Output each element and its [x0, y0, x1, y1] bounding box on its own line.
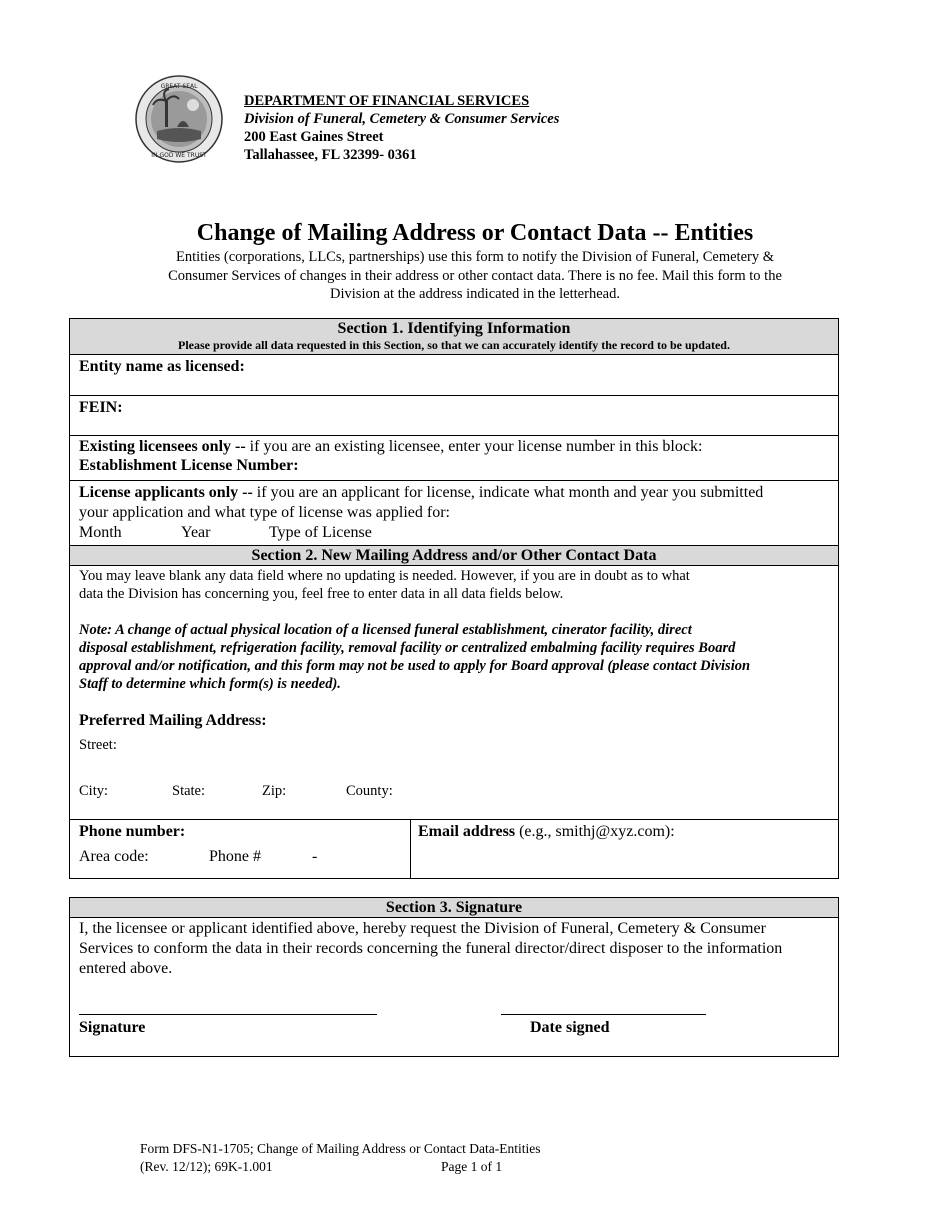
city-field[interactable]: City:: [79, 783, 109, 799]
entity-name-field[interactable]: [70, 355, 838, 396]
relocation-note: [79, 621, 750, 693]
city-address: Tallahassee, FL 32399- 0361: [244, 147, 417, 163]
county-field[interactable]: County:: [346, 783, 393, 799]
page-title: Change of Mailing Address or Contact Data -- Entities: [196, 220, 754, 246]
zip-field[interactable]: Zip:: [262, 783, 287, 799]
note-line: approval and/or notification, and this form may not be used to apply for Board approval (please contact Division: [79, 658, 751, 674]
phone-field[interactable]: Phone #: [209, 848, 261, 865]
signature-statement: [79, 919, 782, 979]
blank-instructions: data the Division has concerning you, feel free to enter data in all data fields below.: [79, 586, 564, 602]
area-code-field[interactable]: Area code:: [79, 848, 149, 865]
month-label: Month: [79, 524, 122, 541]
contact-row: [70, 820, 838, 878]
revision: (Rev. 12/12); 69K-1.001: [140, 1159, 273, 1174]
page-number: Page 1 of 1: [441, 1159, 503, 1174]
signature-label: Signature: [79, 1019, 146, 1036]
note-line: Staff to determine which form(s) is needed).: [79, 676, 341, 692]
section2-header: [70, 546, 838, 566]
fein-field[interactable]: [70, 396, 838, 436]
contact-divider: [410, 820, 411, 878]
form-id: Form DFS-N1-1705; Change of Mailing Address or Contact Data-Entities: [140, 1141, 541, 1156]
date-signed-label: Date signed: [530, 1019, 610, 1036]
intro-line: Entities (corporations, LLCs, partnerships) use this form to notify the Division of Funeral, Cemetery &: [175, 249, 775, 265]
statement-line: Services to conform the data in their records concerning the funeral director/direct disposer to the information: [79, 940, 783, 957]
section1-title: Section 1. Identifying Information: [337, 320, 571, 337]
section3-header: [70, 898, 838, 918]
state-seal-logo: [135, 75, 223, 163]
division-name: Division of Funeral, Cemetery & Consumer Services: [244, 111, 560, 127]
form-sections-1-2: [69, 318, 839, 879]
date-line[interactable]: [501, 1014, 706, 1015]
note-line: disposal establishment, refrigeration facility, removal facility or centralized embalming facility requires Board: [79, 640, 736, 656]
statement-line: I, the licensee or applicant identified above, hereby request the Division of Funeral, Cemetery & Consumer: [79, 920, 766, 937]
existing-licensee-field[interactable]: [70, 436, 838, 481]
phone-number-label: Phone number:: [79, 823, 186, 840]
mailing-address-block: [70, 566, 838, 820]
year-label: Year: [181, 524, 211, 541]
intro-line: Consumer Services of changes in their address or other contact data. There is no fee. Mail this form to the: [168, 267, 782, 284]
street-address: 200 East Gaines Street: [244, 129, 384, 145]
signature-line[interactable]: [79, 1014, 377, 1015]
street-field[interactable]: Street:: [79, 737, 117, 753]
section1-header: [70, 319, 838, 355]
license-applicant-field[interactable]: [70, 481, 838, 546]
department-name: DEPARTMENT OF FINANCIAL SERVICES: [244, 93, 530, 109]
email-field[interactable]: [418, 822, 675, 842]
svg-text:IN GOD WE TRUST: IN GOD WE TRUST: [151, 152, 207, 159]
blank-instructions: You may leave blank any data field where no updating is needed. However, if you are in doubt as to what: [79, 568, 690, 584]
establishment-license-label: Establishment License Number:: [79, 457, 299, 474]
email-label: Email address: [418, 823, 516, 840]
state-field[interactable]: State:: [172, 783, 206, 799]
section3-title: Section 3. Signature: [385, 899, 523, 916]
note-line: Note: A change of actual physical location of a licensed funeral establishment, cinerator facility, direct: [79, 622, 692, 638]
section1-subtitle: Please provide all data requested in this Section, so that we can accurately identify the record to be updated.: [178, 338, 730, 352]
existing-licensee-instructions: [79, 437, 702, 457]
applicant-instructions: [79, 483, 763, 503]
intro-text: [140, 248, 810, 304]
applicants-text: if you are an applicant for license, indicate what month and year you submitted: [252, 484, 764, 501]
fein-label: FEIN:: [79, 399, 123, 416]
preferred-address-label: Preferred Mailing Address:: [79, 712, 267, 729]
license-type-label: Type of License: [269, 524, 372, 541]
section2-title: Section 2. New Mailing Address and/or Other Contact Data: [251, 547, 657, 564]
phone-dash: -: [312, 848, 318, 865]
existing-text: if you are an existing licensee, enter your license number in this block:: [245, 438, 703, 455]
applicants-bold: License applicants only --: [79, 484, 253, 501]
signature-section: [69, 897, 839, 1057]
existing-bold: Existing licensees only --: [79, 438, 246, 455]
applicants-text-2: your application and what type of license was applied for:: [79, 504, 450, 521]
footer: [140, 1140, 540, 1176]
email-hint: (e.g., smithj@xyz.com):: [515, 823, 675, 840]
letterhead: [244, 92, 559, 164]
footer-line-2: [140, 1158, 540, 1176]
intro-line: Division at the address indicated in the letterhead.: [330, 286, 620, 302]
svg-text:GREAT SEAL: GREAT SEAL: [160, 83, 198, 90]
statement-line: entered above.: [79, 960, 173, 977]
entity-name-label: Entity name as licensed:: [79, 358, 245, 375]
